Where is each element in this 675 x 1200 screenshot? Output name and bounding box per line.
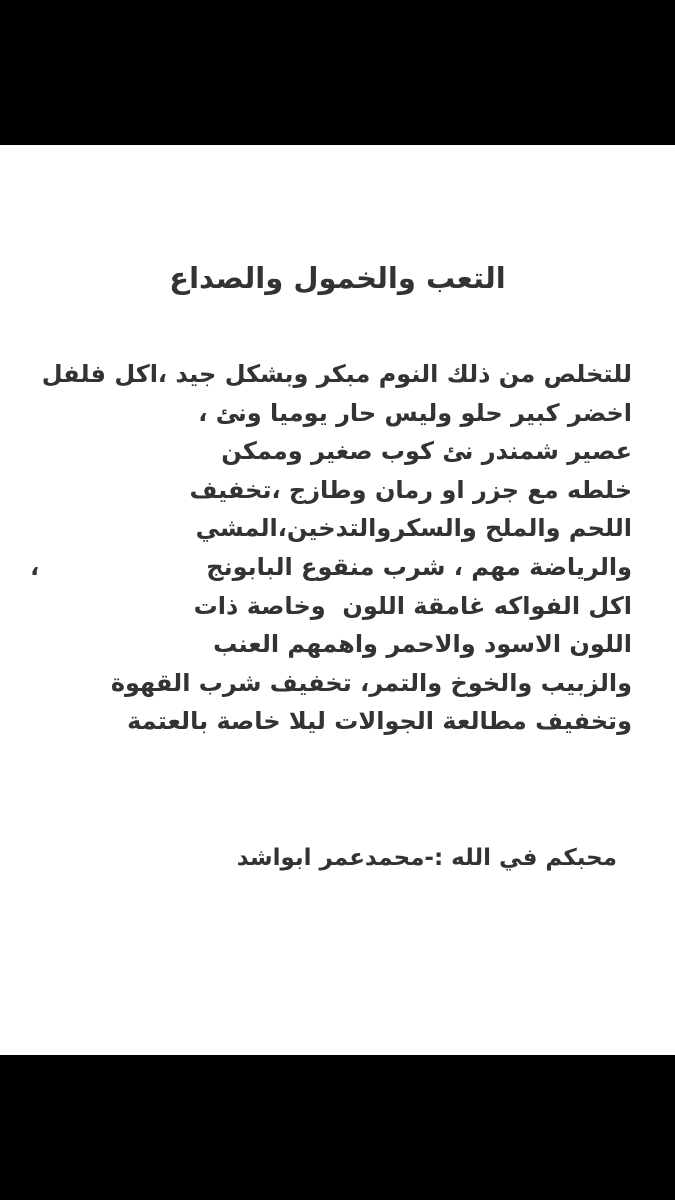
- document-title: التعب والخمول والصداع: [169, 261, 506, 295]
- body-line: عصير شمندر نئ كوب صغير وممكن: [221, 437, 632, 466]
- top-letterbox-bar: [0, 0, 675, 145]
- body-line: اللحم والملح والسكروالتدخين،المشي: [195, 514, 632, 543]
- author-signature: محبكم في الله :-محمدعمر ابواشد: [236, 845, 617, 871]
- body-line: خلطه مع جزر او رمان وطازج ،تخفيف: [189, 475, 632, 504]
- body-line: للتخلص من ذلك النوم مبكر وبشكل جيد ،اكل فلفل: [41, 360, 632, 388]
- body-line: والزبيب والخوخ والتمر، تخفيف شرب القهوة: [110, 668, 632, 697]
- document-body: [32, 355, 632, 741]
- document-page: [0, 145, 675, 1055]
- bottom-letterbox-bar: [0, 1055, 675, 1200]
- body-line: والرياضة مهم ، شرب منقوع البابونج ،: [30, 552, 632, 581]
- body-line: اكل الفواكه غامقة اللون وخاصة ذات: [193, 591, 632, 620]
- body-line: اخضر كبير حلو وليس حار يوميا ونئ ،: [198, 398, 632, 427]
- body-line: اللون الاسود والاحمر واهمهم العنب: [213, 630, 632, 659]
- body-line: وتخفيف مطالعة الجوالات ليلا خاصة بالعتمة: [127, 707, 632, 736]
